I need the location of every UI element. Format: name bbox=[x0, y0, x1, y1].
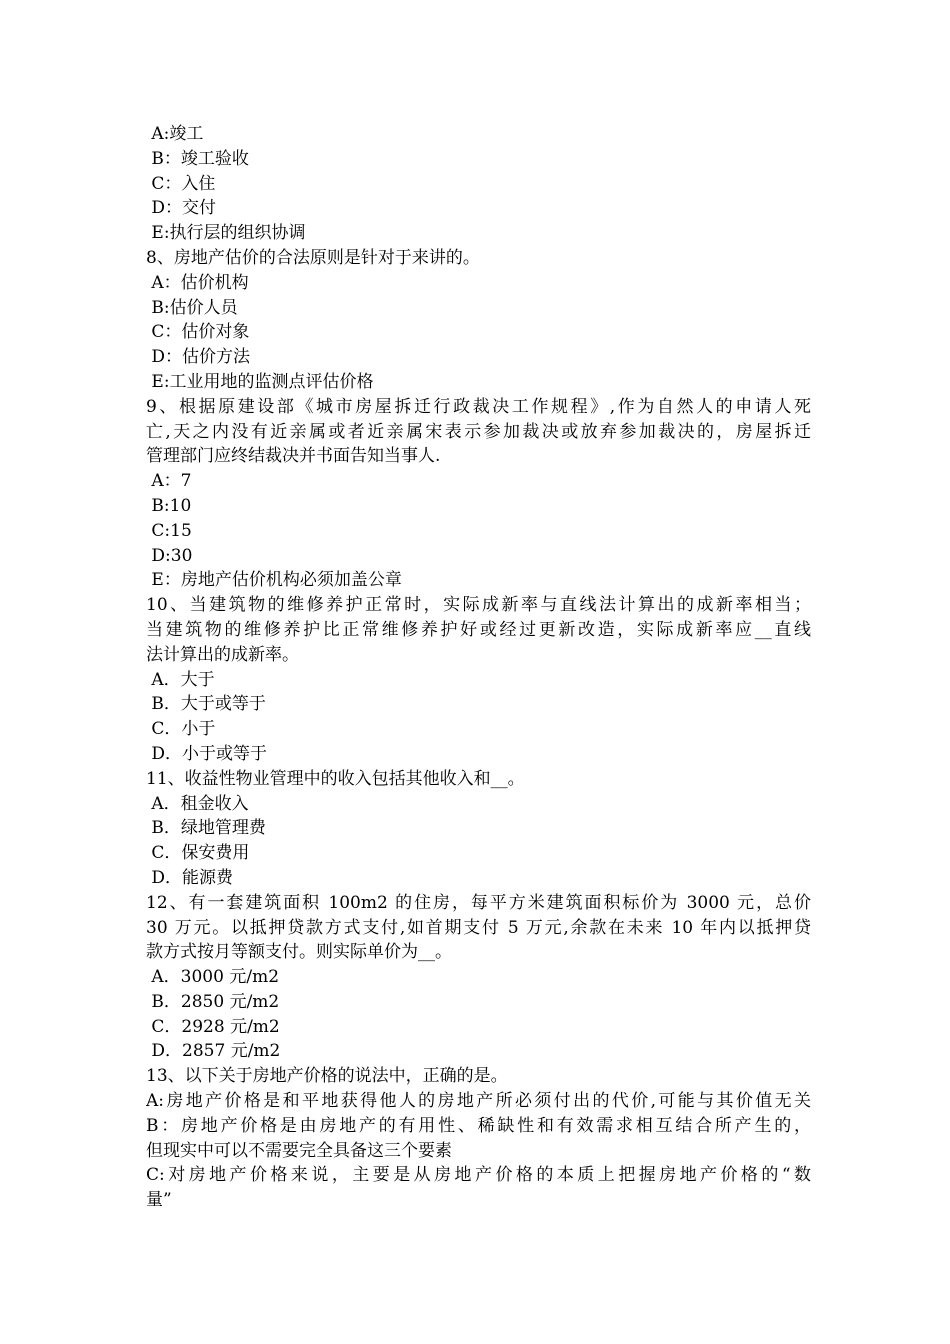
text-line: C：估价对象 bbox=[146, 322, 250, 343]
text-line: C．小于 bbox=[146, 719, 216, 740]
document-page bbox=[146, 122, 811, 1213]
text-line: 但现实中可以不需要完全具备这三个要素 bbox=[146, 1140, 452, 1161]
text-line: 当建筑物的维修养护比正常维修养护好或经过更新改造，实际成新率应__直线 bbox=[146, 619, 811, 640]
text-line: C：入住 bbox=[146, 173, 216, 194]
text-line: 亡,天之内没有近亲属或者近亲属宋表示参加裁决或放弃参加裁决的，房屋拆迁 bbox=[146, 421, 811, 442]
text-line: A．3000 元/m2 bbox=[146, 967, 280, 988]
text-line: B：竣工验收 bbox=[146, 148, 249, 169]
text-line: 10、当建筑物的维修养护正常时，实际成新率与直线法计算出的成新率相当； bbox=[146, 595, 811, 616]
text-line: B:10 bbox=[146, 495, 192, 516]
text-line: E：房地产估价机构必须加盖公章 bbox=[146, 570, 402, 591]
text-line: 9、根据原建设部《城市房屋拆迁行政裁决工作规程》,作为自然人的申请人死 bbox=[146, 396, 811, 417]
text-line: 12、有一套建筑面积 100m2 的住房，每平方米建筑面积标价为 3000 元，总价 bbox=[146, 892, 811, 913]
text-line: D．2857 元/m2 bbox=[146, 1041, 281, 1062]
text-line: 量” bbox=[146, 1190, 172, 1211]
text-line: D：交付 bbox=[146, 198, 217, 219]
text-line: A:房地产价格是和平地获得他人的房地产所必须付出的代价,可能与其价值无关 bbox=[146, 1091, 811, 1112]
text-line: B．大于或等于 bbox=[146, 694, 266, 715]
text-line: 法计算出的成新率。 bbox=[146, 644, 299, 665]
text-line: C．保安费用 bbox=[146, 843, 250, 864]
text-line: 11、收益性物业管理中的收入包括其他收入和__。 bbox=[146, 768, 525, 789]
text-line: E:工业用地的监测点评估价格 bbox=[146, 371, 374, 392]
text-line: D:30 bbox=[146, 545, 193, 566]
text-line: E:执行层的组织协调 bbox=[146, 223, 306, 244]
text-line: A:竣工 bbox=[146, 124, 204, 144]
text-line: D：估价方法 bbox=[146, 347, 251, 368]
text-line: B:估价人员 bbox=[146, 297, 238, 318]
text-line: 30 万元。以抵押贷款方式支付,如首期支付 5 万元,余款在未来 10 年内以抵押贷 bbox=[146, 917, 811, 938]
text-line: 13、以下关于房地产价格的说法中，正确的是。 bbox=[146, 1066, 508, 1087]
text-line: 管理部门应终结裁决并书面告知当事人. bbox=[146, 446, 441, 467]
text-line: A：估价机构 bbox=[146, 272, 249, 293]
text-line: A：7 bbox=[146, 471, 192, 492]
text-line: B．绿地管理费 bbox=[146, 818, 266, 839]
text-line: C:对房地产价格来说，主要是从房地产价格的本质上把握房地产价格的“数 bbox=[146, 1165, 811, 1186]
text-line: 款方式按月等额支付。则实际单价为__。 bbox=[146, 942, 452, 963]
text-line: B：房地产价格是由房地产的有用性、稀缺性和有效需求相互结合所产生的， bbox=[146, 1115, 811, 1136]
text-line: 8、房地产估价的合法原则是针对于来讲的。 bbox=[146, 247, 480, 268]
text-line: D．能源费 bbox=[146, 867, 234, 888]
text-line: B．2850 元/m2 bbox=[146, 991, 280, 1012]
text-line: C．2928 元/m2 bbox=[146, 1016, 280, 1037]
text-line: C:15 bbox=[146, 520, 192, 541]
text-line: A．租金收入 bbox=[146, 793, 249, 814]
text-line: A．大于 bbox=[146, 669, 215, 690]
text-line: D．小于或等于 bbox=[146, 743, 268, 764]
